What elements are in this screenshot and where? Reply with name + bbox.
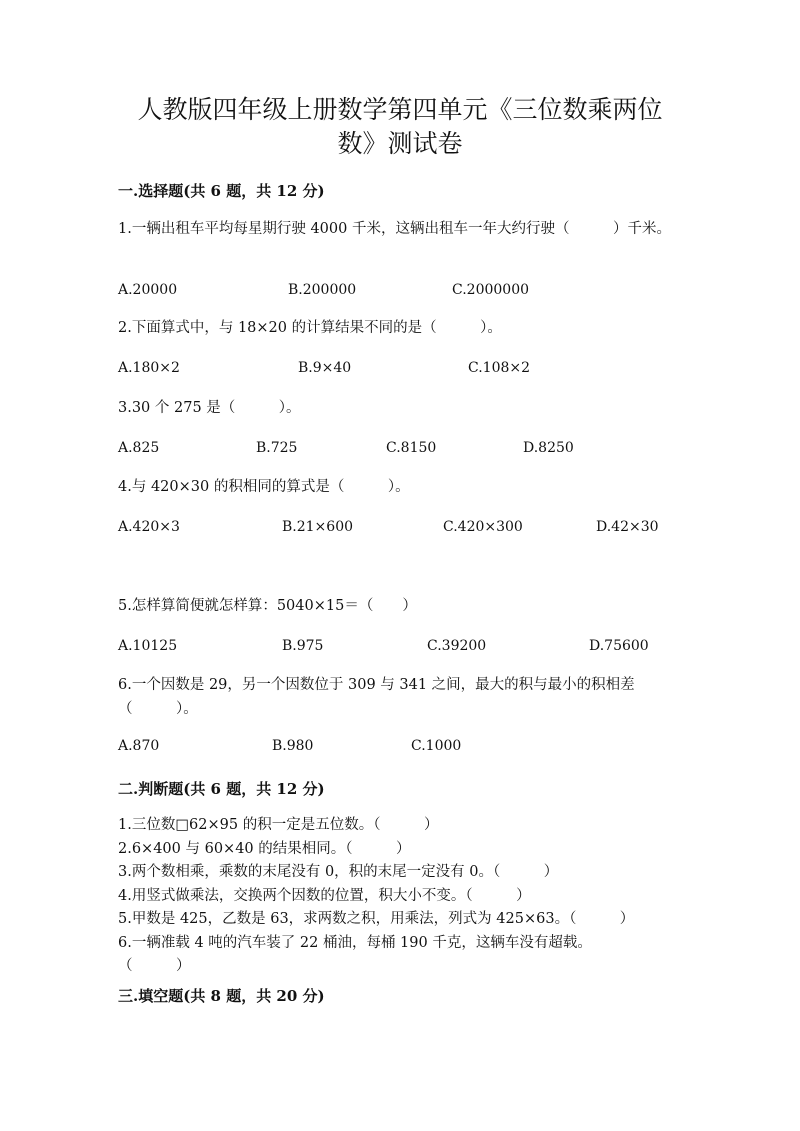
title-line-1: 人教版四年级上册数学第四单元《三位数乘两位: [137, 95, 663, 124]
choice-question-2: 2.下面算式中，与 18×20 的计算结果不同的是（ ）。: [118, 320, 502, 336]
choice-6-option-b: B.980: [272, 738, 314, 754]
judge-question-3: 3.两个数相乘，乘数的末尾没有 0，积的末尾一定没有 0。（ ）: [118, 864, 559, 880]
choice-3-option-c: C.8150: [386, 440, 437, 456]
choice-1-option-a: A.20000: [118, 282, 178, 298]
choice-4-option-a: A.420×3: [118, 519, 180, 535]
choice-5-option-d: D.75600: [589, 638, 649, 654]
choice-3-option-b: B.725: [256, 440, 298, 456]
choice-4-option-b: B.21×600: [282, 519, 354, 535]
choice-question-1: 1.一辆出租车平均每星期行驶 4000 千米，这辆出租车一年大约行驶（ ）千米。: [118, 221, 671, 237]
choice-5-option-a: A.10125: [118, 638, 178, 654]
section-heading-fill: 三.填空题(共 8 题，共 20 分): [118, 987, 325, 1005]
choice-question-5: 5.怎样算简便就怎样算：5040×15＝（ ）: [118, 598, 417, 614]
judge-question-2: 2.6×400 与 60×40 的结果相同。（ ）: [118, 840, 411, 857]
choice-4-option-d: D.42×30: [596, 519, 659, 535]
choice-5-option-b: B.975: [282, 638, 324, 654]
judge-question-list: [118, 814, 678, 979]
section-heading-choice: 一.选择题(共 6 题，共 12 分): [118, 182, 325, 200]
title-line-2: 数》测试卷: [337, 129, 463, 158]
choice-1-option-c: C.2000000: [452, 282, 530, 298]
choice-4-option-c: C.420×300: [443, 519, 523, 535]
choice-6-option-c: C.1000: [411, 738, 462, 754]
choice-3-option-d: D.8250: [523, 440, 574, 456]
judge-question-4: 4.用竖式做乘法，交换两个因数的位置，积大小不变。（ ）: [118, 887, 531, 904]
choice-question-6: 6.一个因数是 29，另一个因数位于 309 与 341 之间，最大的积与最小的积相差（ ）。: [118, 677, 635, 717]
choice-2-option-a: A.180×2: [118, 360, 180, 376]
judge-question-6: 6.一辆准载 4 吨的汽车装了 22 桶油，每桶 190 千克，这辆车没有超载。: [118, 934, 592, 951]
section-heading-judge: 二.判断题(共 6 题，共 12 分): [118, 780, 325, 798]
judge-question-1: 1.三位数□62×95 的积一定是五位数。（ ）: [118, 817, 439, 833]
choice-6-option-a: A.870: [118, 738, 160, 754]
choice-question-3: 3.30 个 275 是（ ）。: [118, 400, 301, 416]
choice-2-option-b: B.9×40: [298, 360, 352, 376]
judge-question-5: 5.甲数是 425，乙数是 63，求两数之积，用乘法，列式为 425×63。（ ）: [118, 911, 635, 927]
choice-5-option-c: C.39200: [427, 638, 487, 654]
judge-question-6-bracket: （ ）: [118, 958, 191, 974]
choice-2-option-c: C.108×2: [468, 360, 531, 376]
choice-3-option-a: A.825: [118, 440, 160, 456]
choice-1-option-b: B.200000: [288, 282, 357, 298]
choice-question-4: 4.与 420×30 的积相同的算式是（ ）。: [118, 479, 410, 495]
page-title: [100, 93, 700, 161]
